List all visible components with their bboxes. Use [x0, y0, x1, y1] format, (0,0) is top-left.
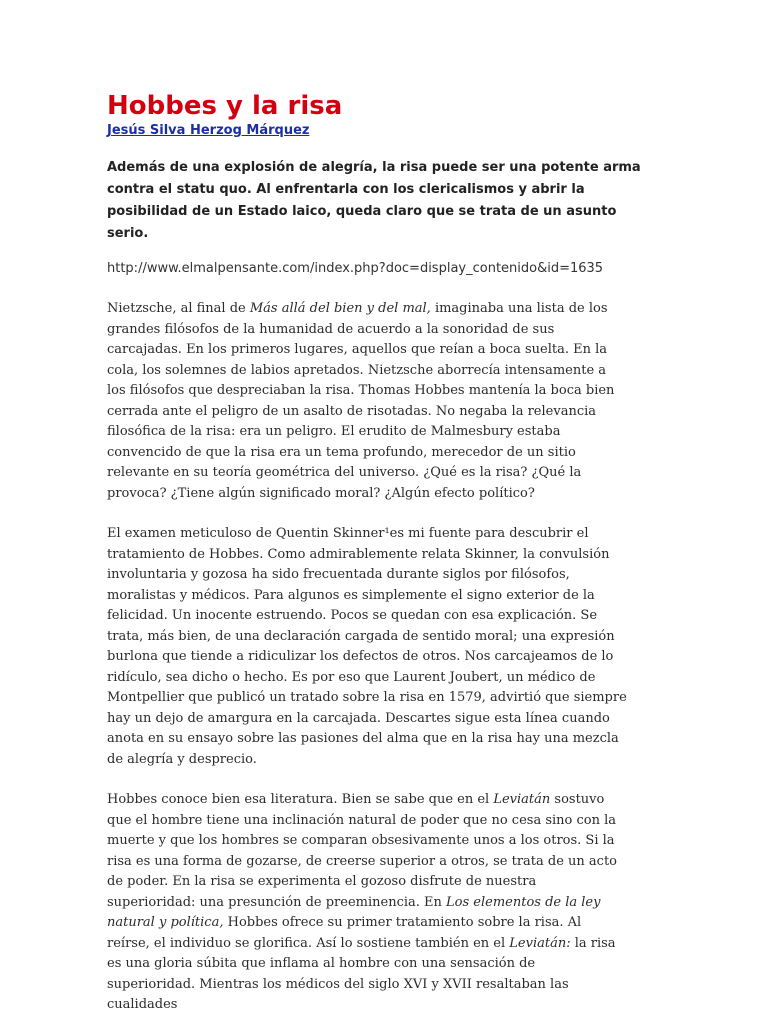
paragraph-1-text-a: Nietzsche, al final de — [107, 301, 250, 316]
paragraph-1 — [107, 299, 627, 504]
paragraph-3-text-a: Hobbes conoce bien esa literatura. Bien se sabe que en el — [107, 792, 494, 807]
paragraph-3-italic-leviatan: Leviatán — [493, 792, 551, 807]
paragraph-3-italic-leviatan-2: Leviatán: — [509, 935, 571, 951]
article-lead: Además de una explosión de alegría, la risa puede ser una potente arma contra el statu quo. Al enfrentarla con los clericalismos y abrir la posibilidad de un Estado laico, queda claro que se trata de un asunto serio. — [107, 160, 641, 241]
paragraph-3-italic-elementos: Los elementos de la ley natural y política, — [107, 894, 601, 930]
article — [107, 91, 647, 1016]
paragraph-1-text-b: imaginaba una lista de los grandes filósofos de la humanidad de acuerdo a la sonoridad de sus carcajadas. En los primeros lugares, aquellos que reían a boca suelta. En la cola, los solemnes de labios apretados. Nietzsche aborrecía intensamente a los filósofos que despreciaban la risa. Thomas Hobbes mantenía la boca bien cerrada ante el peligro de un asalto de risotadas. No negaba la relevancia filosófica de la risa: era un peligro. El erudito de Malmesbury estaba convencido de que la risa era un tema profundo, merecedor de un sitio relevante en su teoría geométrica del universo. ¿Qué es la risa? ¿Qué la provoca? ¿Tiene algún significado moral? ¿Algún efecto político? — [107, 301, 615, 501]
paragraph-3-text-c: Hobbes ofrece su primer tratamiento sobre la risa. Al reírse, el individuo se glorifica. Así lo sostiene también en el — [107, 915, 582, 951]
paragraph-2: El examen meticuloso de Quentin Skinner¹es mi fuente para descubrir el tratamiento de Hobbes. Como admirablemente relata Skinner, la convulsión involuntaria y gozosa ha sido frecuentada durante siglos por filósofos, moralistas y médicos. Para algunos es simplemente el signo exterior de la felicidad. Un inocente estruendo. Pocos se quedan con esa explicación. Se trata, más bien, de una declaración cargada de sentido moral; una expresión burlona que tiende a ridiculizar los defectos de otros. Nos carcajeamos de lo ridículo, sea dicho o hecho. Es por eso que Laurent Joubert, un médico de Montpellier que publicó un tratado sobre la risa en 1579, advirtió que siempre hay un dejo de amargura en la carcajada. Descartes sigue esta línea cuando anota en su ensayo sobre las pasiones del alma que en la risa hay una mezcla de alegría y desprecio. — [107, 526, 627, 767]
paragraph-3-text-d: la risa es una gloria súbita que inflama al hombre con una sensación de superioridad. Mientras los médicos del siglo XVI y XVII resaltaban las cualidades — [107, 935, 616, 1012]
source-url: http://www.elmalpensante.com/index.php?doc=display_contenido&id=1635 — [107, 261, 604, 276]
paragraph-3-text-b: sostuvo que el hombre tiene una inclinación natural de poder que no cesa sino con la muerte y que los hombres se comparan obsesivamente unos a los otros. Si la risa es una forma de gozarse, de creerse superior a otros, se trata de un acto de poder. En la risa se experimenta el gozoso disfrute de nuestra superioridad: una presunción de preeminencia. En — [107, 792, 618, 910]
paragraph-3 — [107, 790, 627, 1016]
paragraph-1-italic-title: Más allá del bien y del mal, — [249, 301, 431, 316]
article-title: Hobbes y la risa — [107, 91, 343, 121]
author-link[interactable]: Jesús Silva Herzog Márquez — [107, 123, 310, 138]
